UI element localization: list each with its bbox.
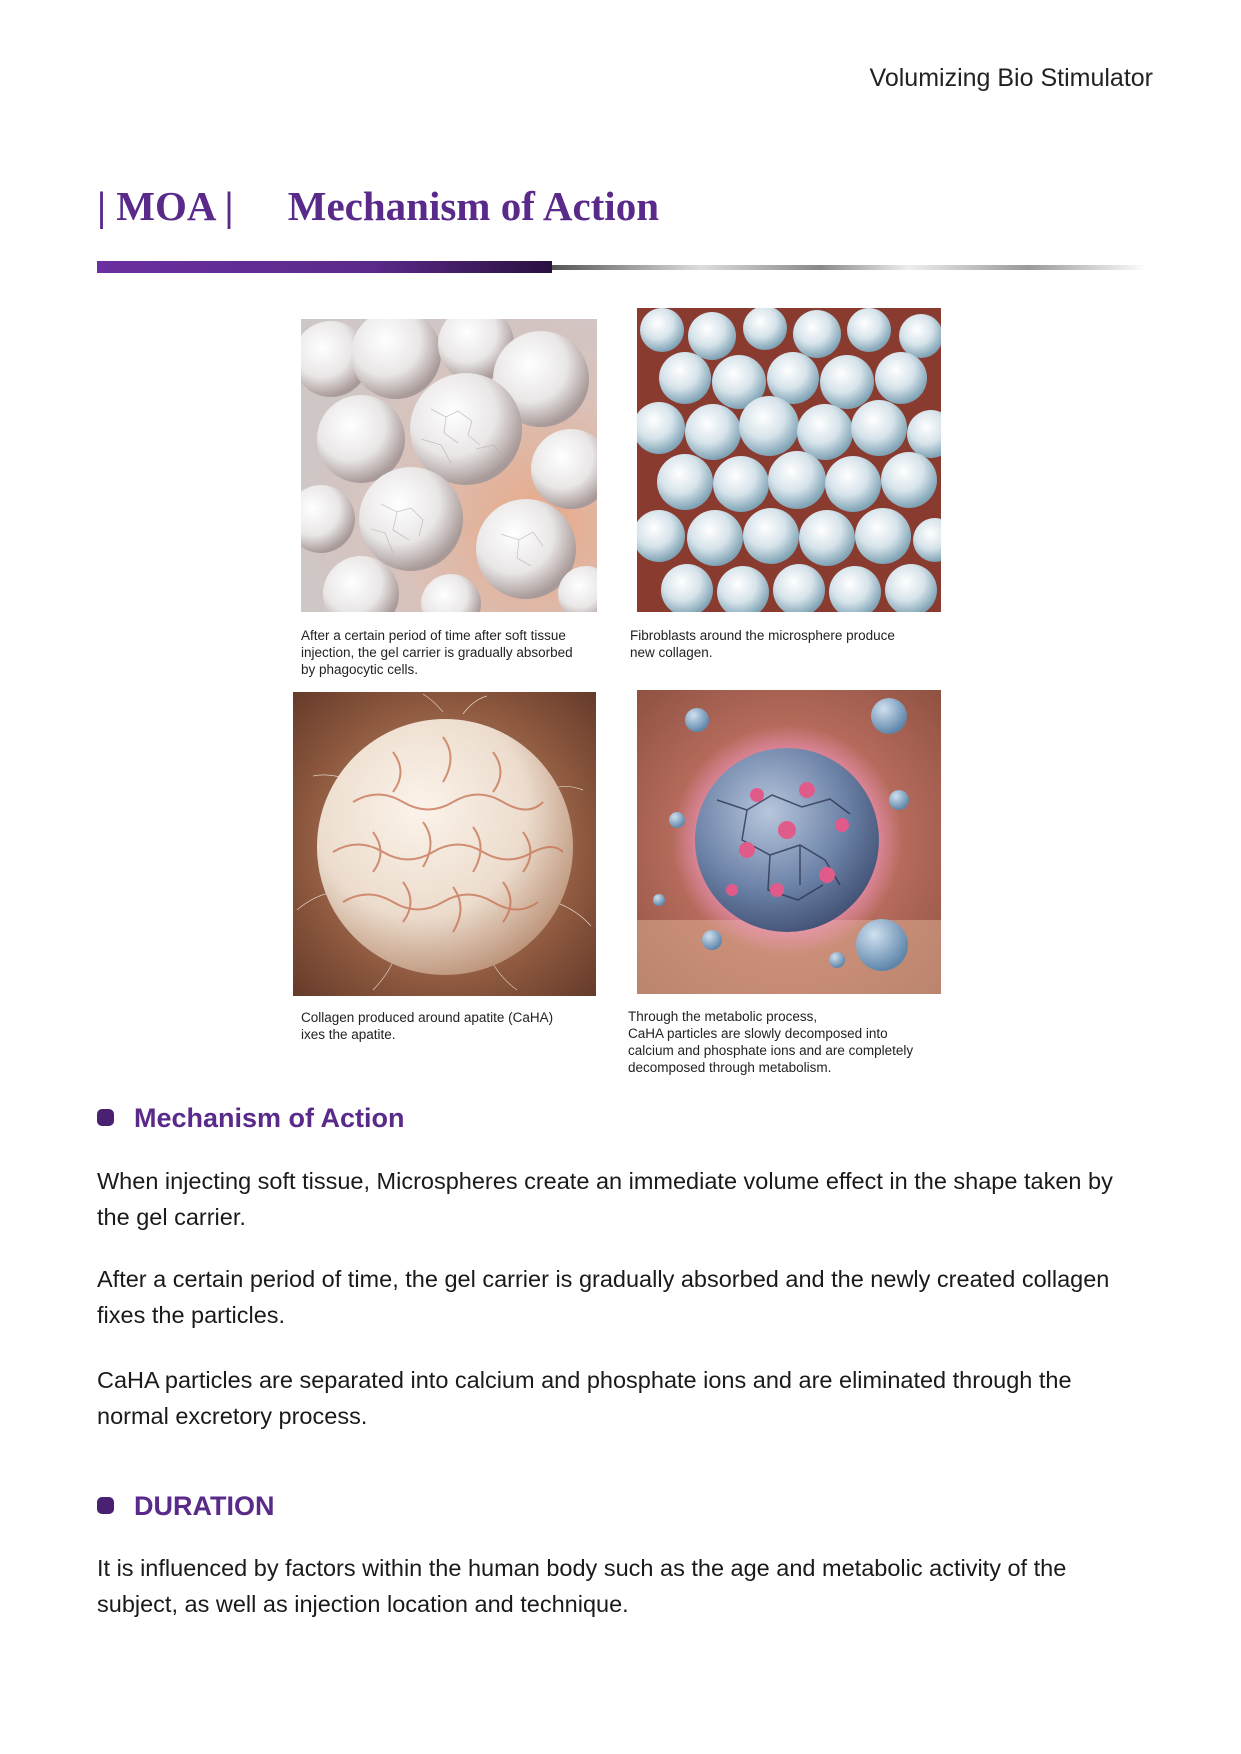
bullet-icon (97, 1497, 114, 1514)
section-heading-duration: DURATION (97, 1491, 274, 1522)
figure-2-caption: Fibroblasts around the microsphere produce new collagen. (630, 628, 895, 660)
title-divider (97, 261, 1147, 273)
mechanism-paragraph-1: When injecting soft tissue, Microspheres create an immediate volume effect in the shape taken by the gel carrier. (97, 1168, 1113, 1230)
figure-1-caption: After a certain period of time after soft tissue injection, the gel carrier is gradually absorbed by phagocytic cells. (301, 628, 573, 677)
page-title (97, 182, 659, 230)
duration-paragraph: It is influenced by factors within the human body such as the age and metabolic activity of the subject, as well as injection location and technique. (97, 1555, 1067, 1617)
figure-3-caption: Collagen produced around apatite (CaHA) ixes the apatite. (301, 1010, 554, 1042)
figure-2-image (637, 308, 941, 612)
divider-fade-segment (552, 265, 1147, 270)
figure-3-image (293, 692, 596, 996)
title-main: Mechanism of Action (287, 183, 659, 229)
mechanism-paragraph-3: CaHA particles are separated into calcium and phosphate ions and are eliminated through the normal excretory process. (97, 1367, 1072, 1429)
figure-4-image (637, 690, 941, 994)
title-prefix: | MOA | (97, 183, 234, 229)
divider-solid-segment (97, 261, 552, 273)
bullet-icon (97, 1109, 114, 1126)
mechanism-paragraph-2: After a certain period of time, the gel carrier is gradually absorbed and the newly created collagen fixes the particles. (97, 1266, 1110, 1328)
section-heading-mechanism: Mechanism of Action (97, 1103, 405, 1134)
document-header-label: Volumizing Bio Stimulator (869, 64, 1153, 92)
figure-4-caption: Through the metabolic process, CaHA particles are slowly decomposed into calcium and phosphate ions and are completely decomposed through metabolism. (628, 1009, 914, 1075)
figure-1-image (301, 319, 597, 612)
